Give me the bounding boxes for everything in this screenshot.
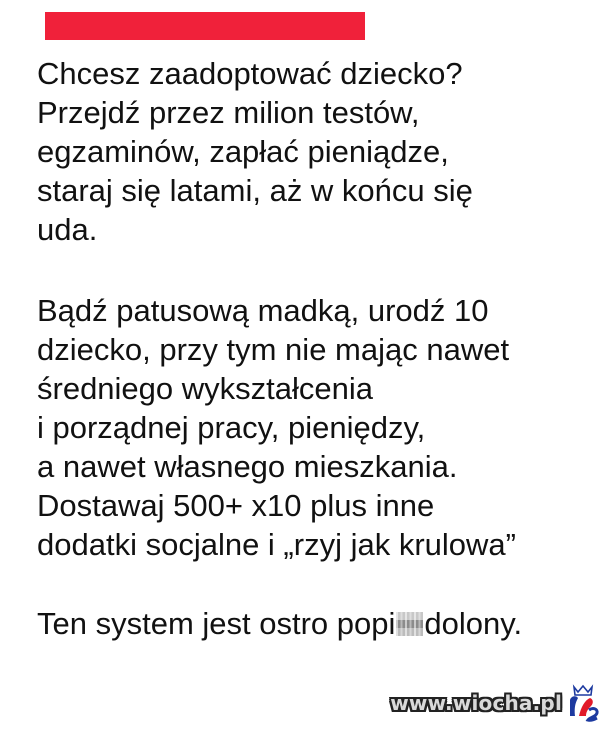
watermark <box>390 682 602 724</box>
text-line: Dostawaj 500+ x10 plus inne <box>37 488 435 523</box>
final-line-start: Ten system jest ostro popi <box>37 606 396 641</box>
header-red-bar <box>45 12 365 40</box>
text-line: egzaminów, zapłać pieniądze, <box>37 134 449 169</box>
text-line: staraj się latami, aż w końcu się <box>37 173 473 208</box>
text-line: Bądź patusową madką, urodź 10 <box>37 293 489 328</box>
post-text <box>37 54 597 643</box>
text-line: Chcesz zaadoptować dziecko? <box>37 56 463 91</box>
final-line <box>37 604 597 643</box>
watermark-text: www.wiocha.pl <box>390 691 562 715</box>
pis-logo-icon <box>564 682 602 724</box>
text-line: a nawet własnego mieszkania. <box>37 449 458 484</box>
text-line: średniego wykształcenia <box>37 371 374 406</box>
text-line: uda. <box>37 212 98 247</box>
text-line: Przejdź przez milion testów, <box>37 95 420 130</box>
text-line: dodatki socjalne i „rzyj jak krulowa” <box>37 527 516 562</box>
text-line: dziecko, przy tym nie mając nawet <box>37 332 510 367</box>
final-line-end: dolony. <box>424 606 523 641</box>
paragraph-gap <box>37 249 597 291</box>
text-line: i porządnej pracy, pieniędzy, <box>37 410 426 445</box>
censor-pixelation <box>396 612 423 636</box>
paragraph-gap <box>37 564 597 604</box>
